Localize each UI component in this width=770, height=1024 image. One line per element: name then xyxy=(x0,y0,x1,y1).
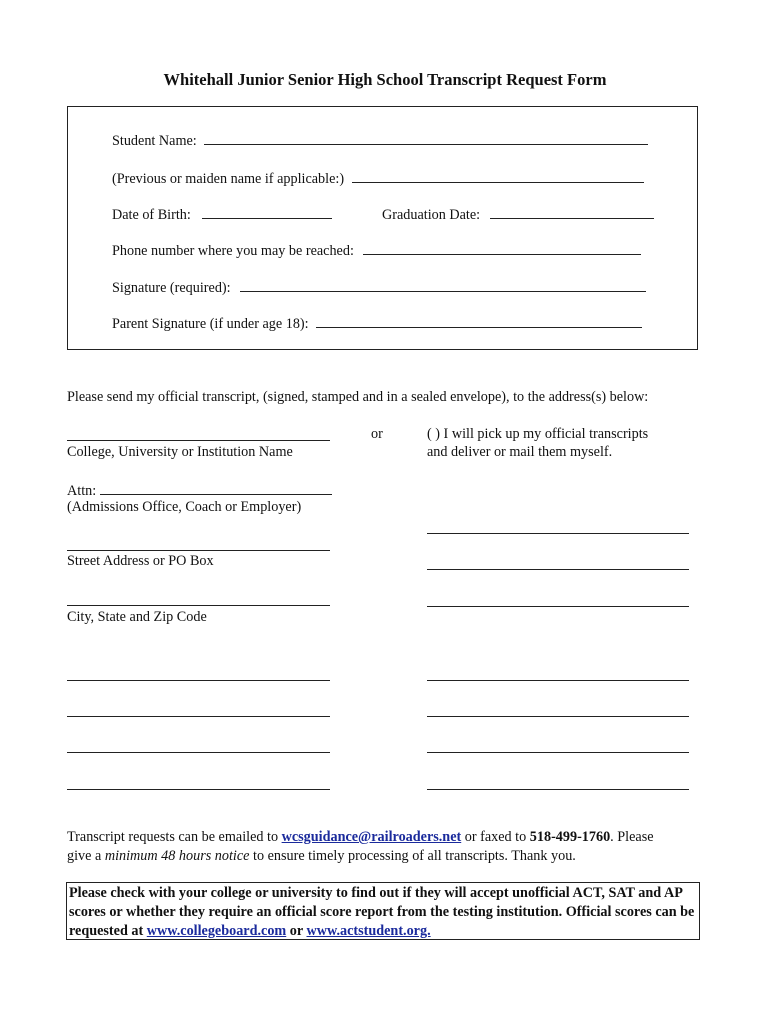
attn-field[interactable] xyxy=(100,480,332,495)
dob-field[interactable] xyxy=(202,204,332,219)
extra-line-right-7[interactable] xyxy=(427,789,689,790)
institution-name-line[interactable] xyxy=(67,440,330,441)
extra-line-right-1[interactable] xyxy=(427,533,689,534)
phone-label: Phone number where you may be reached: xyxy=(112,243,354,259)
institution-label: College, University or Institution Name xyxy=(67,444,293,460)
signature-label: Signature (required): xyxy=(112,280,231,296)
attn-note: (Admissions Office, Coach or Employer) xyxy=(67,499,302,515)
notice-emphasis: minimum 48 hours notice xyxy=(104,848,250,864)
email-link[interactable]: wcsguidance@railroaders.net xyxy=(281,829,462,845)
previous-name-row xyxy=(112,168,644,188)
score-notice-box xyxy=(66,882,700,940)
pickup-text2: and deliver or mail them myself. xyxy=(427,444,613,460)
student-name-row xyxy=(112,130,648,150)
footer-text: give a xyxy=(67,848,105,864)
student-name-field[interactable] xyxy=(204,130,648,145)
pickup-checkbox[interactable]: ( ) xyxy=(427,426,440,442)
extra-line-right-5[interactable] xyxy=(427,716,689,717)
send-instruction: Please send my official transcript, (signed, stamped and in a sealed envelope), to the address(s) below: xyxy=(67,389,649,405)
or-label: or xyxy=(371,426,383,442)
parent-signature-field[interactable] xyxy=(316,313,642,328)
city-label: City, State and Zip Code xyxy=(67,609,207,625)
phone-row xyxy=(112,240,641,260)
street-line[interactable] xyxy=(67,550,330,551)
attn-label: Attn: xyxy=(67,483,97,499)
footer-text: or faxed to xyxy=(461,829,530,845)
street-label: Street Address or PO Box xyxy=(67,553,214,569)
attn-row xyxy=(67,480,332,500)
footer-text: to ensure timely processing of all transcripts. Thank you. xyxy=(249,848,576,864)
graduation-date-row xyxy=(382,204,654,224)
actstudent-link[interactable]: www.actstudent.org. xyxy=(306,923,431,939)
parent-signature-row xyxy=(112,313,642,333)
page-title: Whitehall Junior Senior High School Transcript Request Form xyxy=(163,70,607,89)
parent-signature-label: Parent Signature (if under age 18): xyxy=(112,316,309,332)
extra-line-left-4[interactable] xyxy=(67,789,330,790)
pickup-text1: I will pick up my official transcripts xyxy=(443,426,649,442)
dob-row xyxy=(112,204,332,224)
student-name-label: Student Name: xyxy=(112,133,197,149)
extra-line-left-2[interactable] xyxy=(67,716,330,717)
extra-line-left-1[interactable] xyxy=(67,680,330,681)
pickup-line1 xyxy=(427,426,648,443)
extra-line-right-2[interactable] xyxy=(427,569,689,570)
extra-line-left-3[interactable] xyxy=(67,752,330,753)
footer-line1 xyxy=(67,829,654,846)
dob-label: Date of Birth: xyxy=(112,207,191,223)
graduation-date-field[interactable] xyxy=(490,204,654,219)
footer-text: . Please xyxy=(610,829,654,845)
signature-row xyxy=(112,277,646,297)
extra-line-right-6[interactable] xyxy=(427,752,689,753)
previous-name-field[interactable] xyxy=(352,168,644,183)
graduation-date-label: Graduation Date: xyxy=(382,207,481,223)
collegeboard-link[interactable]: www.collegeboard.com xyxy=(146,923,287,939)
footer-text: Transcript requests can be emailed to xyxy=(67,829,282,845)
fax-number: 518-499-1760 xyxy=(529,829,611,845)
footer-line2 xyxy=(67,848,576,865)
phone-field[interactable] xyxy=(363,240,641,255)
notice-text: Please check with your college or university to find out if they will accept unofficial ACT, SAT and AP scores or whether they require an official score report from the testing institution. Official scores can be requested at xyxy=(69,885,695,939)
extra-line-right-4[interactable] xyxy=(427,680,689,681)
previous-name-label: (Previous or maiden name if applicable:) xyxy=(112,171,345,187)
notice-or: or xyxy=(286,923,307,939)
city-line[interactable] xyxy=(67,605,330,606)
signature-field[interactable] xyxy=(240,277,646,292)
extra-line-right-3[interactable] xyxy=(427,606,689,607)
